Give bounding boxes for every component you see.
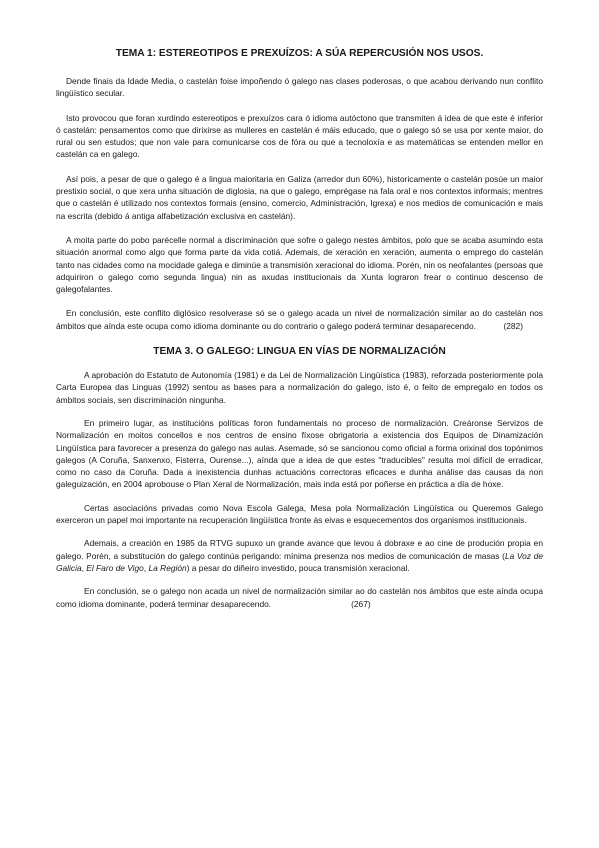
- tema1-paragraph-5: [56, 307, 543, 332]
- tema3-paragraph-1: A aprobación do Estatuto de Autonomía (1981) e da Lei de Normalización Lingüística (1983), reforzada posteriormente pola Carta Europea das Linguas (1992) sentou as bases para a normalización do galego, isto é, o feito de empregalo en todos os ámbitos sociais, sen discriminación ningunha.: [56, 370, 543, 405]
- tema3-paragraph-3: Certas asociacións privadas como Nova Escola Galega, Mesa pola Normalización Lingüística ou Queremos Galego exerceron un papel moi importante na recuperación lingüística fronte ás eivas e esquecementos dos organismos institucionais.: [56, 502, 543, 526]
- tema1-word-count: (282): [503, 320, 523, 331]
- tema3-paragraph-4: [56, 537, 543, 574]
- tema3-p4-sep-2: ,: [143, 562, 149, 573]
- tema3-word-count: (267): [351, 598, 371, 609]
- tema1-title: TEMA 1: ESTEREOTIPOS E PREXUÍZOS: A SÚA REPERCUSIÓN NOS USOS.: [115, 48, 484, 59]
- tema1-paragraph-1: Dende finais da Idade Media, o castelán foise impoñendo ó galego nas clases poderosas, o que acabou derivando nun conflito lingüístico secular.: [56, 76, 543, 99]
- tema3-paragraph-5-text: En conclusión, se o galego non acada un nivel de normalización similar ao do castelán nos ámbitos que este aínda ocupa como idioma dominante, poderá terminar desaparecendo.: [56, 586, 543, 609]
- tema1-paragraph-3: Así pois, a pesar de que o galego é a lingua maioritaria en Galiza (arredor dun 60%), historicamente o castelán posúe un maior prestixio social, o que xera unha situación de diglosia, na que o galego, emprégase na fala oral e nos contextos informais; mentres que o castelán é utilizado nos contextos formais (ensino, comercio, Administración, Igrexa) e nos medios de comunicación e mais na escrita (debido á antiga alfabetización exclusiva en castelán).: [56, 173, 543, 221]
- tema3-paragraph-5: [56, 585, 543, 610]
- tema3-p4-text-b: ) a pesar do diñeiro investido, pouca transmisión xeracional.: [186, 562, 410, 573]
- newspaper-el-faro: El Faro de Vigo: [86, 562, 144, 573]
- newspaper-la-region: La Región: [148, 562, 187, 573]
- tema3-p4-text-a: Ademais, a creación en 1985 da RTVG supuxo un grande avance que levou á dobraxe e ao cine de produción propia en galego. Porén, a substitución do galego continúa perigando: mínima presenza nos medios de comunicación de masas (: [56, 538, 543, 561]
- tema3-p4-sep-1: ,: [81, 562, 87, 573]
- newspaper-la-voz: La Voz de Galicia: [56, 550, 543, 573]
- tema1-paragraph-4: A moita parte do pobo parécelle normal a discriminación que sofre o galego nestes ámbitos, polo que se acaba asumindo esta situación anormal como algo que forma parte da vida cotiá. Ademais, de xeración en xeración, aumenta o emprego do castelán tanto nas cidades como na mocidade galega e diminúe a transmisión xeracional do idioma. Porén, nin os neofalantes (persoas que adquiriron o galego como segunda lingua) nin as axudas institucionais da Xunta lograron frear o continuo descenso de galegofalantes.: [56, 234, 543, 295]
- tema3-paragraph-2: En primeiro lugar, as institucións políticas foron fundamentais no proceso de normalización. Creáronse Servizos de Normalización en moitos concellos e nos centros de ensino fíxose obrigatoria a existencia dos Equipos de Dinamización Lingüística para favorecer a presenza do galego nas aulas. Asemade, só se sancionou como oficial a forma orixinal dos topónimos galegos (A Coruña, Sanxenxo, Fisterra, Ourense...), aínda que a idea de que estes "traducibles" resulta moi difícil de erradicar, como no caso da Coruña. Dada a inexistencia dunhas actuacións correctoras eficaces e dunha análise das causas da non galeguización, en 2004 aprobouse o Plan Xeral de Normalización, mais inda está por poñerse en práctica a día de hoxe.: [56, 417, 543, 490]
- tema1-paragraph-5-text: En conclusión, este conflito diglósico resolverase só se o galego acada un nivel de normalización similar ao do castelán nos ámbitos que aínda este ocupa como idioma dominante ou do contrario o galego poderá terminar desaparecendo.: [56, 308, 543, 331]
- tema3-title: TEMA 3. O GALEGO: LINGUA EN VÍAS DE NORMALIZACIÓN: [153, 346, 446, 358]
- tema1-paragraph-2: Isto provocou que foran xurdindo estereotipos e prexuízos cara ó idioma autóctono que transmiten á idea de que este é inferior ó castelán: pensamentos como que dirixirse as mulleres en castelán é máis educado, que o galego só se usa por xente maior, do rural ou sen estudos; que non vale para comunicarse cos de fóra ou que a tecnoloxía e as matemáticas se entenden mellor en castelán ca en galego.: [56, 112, 543, 160]
